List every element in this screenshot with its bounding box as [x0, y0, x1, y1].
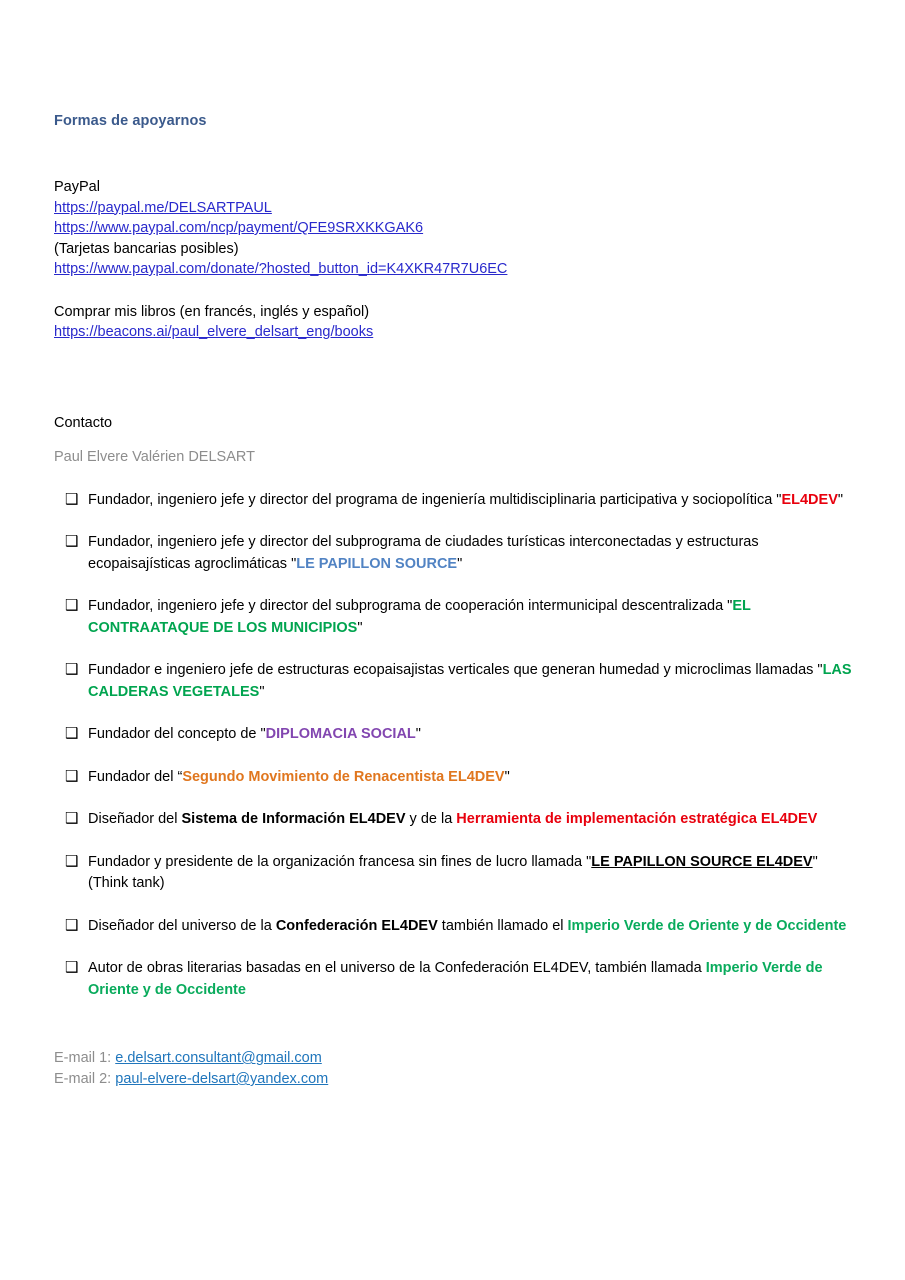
box-bullet-icon: ❑ — [65, 915, 79, 934]
page-title: Formas de apoyarnos — [54, 113, 207, 129]
list-item — [54, 596, 854, 639]
box-bullet-icon: ❑ — [65, 724, 79, 742]
list-item-text-run: EL CONTRAATAQUE DE LOS MUNICIPIOS — [88, 598, 751, 636]
list-item-text-run: Autor de obras literarias basadas en el universo de la Confederación EL4DEV, también llamada — [88, 960, 706, 976]
list-item-text-run: Fundador y presidente de la organización francesa sin fines de lucro llamada " — [88, 853, 592, 870]
list-item-text-run: " — [357, 619, 363, 636]
document-content — [54, 112, 854, 1090]
paypal-donate-link[interactable]: https://www.paypal.com/donate/?hosted_button_id=K4XKR47R7U6EC — [54, 261, 508, 277]
box-bullet-icon: ❑ — [65, 851, 79, 870]
list-item-text-run: Herramienta de implementación estratégica EL4DEV — [456, 811, 818, 827]
spacer — [54, 130, 854, 177]
email-link[interactable]: e.delsart.consultant@gmail.com — [115, 1050, 322, 1066]
paypal-section — [54, 177, 854, 280]
list-item-text-run: " — [504, 768, 510, 785]
email-label: E-mail 1: — [54, 1050, 116, 1066]
list-item-text-run: Fundador, ingeniero jefe y director del subprograma de ciudades turísticas interconectadas y estructuras ecopaisajísticas agroclimáticas " — [88, 534, 759, 572]
list-item — [54, 724, 854, 746]
list-item-text-run: Fundador, ingeniero jefe y director del programa de ingeniería multidisciplinaria participativa y sociopolítica " — [88, 491, 782, 508]
email-link[interactable]: paul-elvere-delsart@yandex.com — [115, 1071, 329, 1087]
paypal-me-link[interactable]: https://paypal.me/DELSARTPAUL — [54, 199, 272, 216]
list-item-text-run: Fundador del concepto de " — [88, 726, 266, 742]
spacer — [54, 280, 854, 302]
paypal-ncp-payment-link[interactable]: https://www.paypal.com/ncp/payment/QFE9SRXKKGAK6 — [54, 220, 424, 236]
paypal-label: PayPal — [54, 179, 100, 195]
box-bullet-icon: ❑ — [65, 596, 79, 614]
list-item-text-run: también llamado el — [437, 917, 568, 934]
list-item-text-run: Sistema de Información EL4DEV — [181, 811, 406, 827]
list-item — [54, 809, 854, 831]
spacer — [54, 1001, 854, 1048]
list-item-text-run: Imperio Verde de Oriente y de Occidente — [88, 960, 823, 998]
list-item — [54, 767, 854, 789]
list-item-text-run: " — [837, 491, 844, 508]
box-bullet-icon: ❑ — [65, 532, 79, 550]
spacer — [54, 343, 854, 413]
books-beacons-link[interactable]: https://beacons.ai/paul_elvere_delsart_eng/books — [54, 324, 374, 340]
spacer — [54, 468, 854, 490]
list-item — [54, 958, 854, 1001]
list-item-text-run: Fundador, ingeniero jefe y director del subprograma de cooperación intermunicipal descentralizada " — [88, 598, 733, 614]
list-item-text-run: LAS CALDERAS VEGETALES — [88, 662, 852, 700]
list-item — [54, 660, 854, 703]
list-item — [54, 916, 854, 938]
box-bullet-icon: ❑ — [65, 489, 79, 508]
email-label: E-mail 2: — [54, 1071, 116, 1087]
contact-name: Paul Elvere Valérien DELSART — [54, 449, 255, 465]
list-item-text-run: Diseñador del universo de la — [88, 917, 276, 934]
list-item — [54, 532, 854, 575]
list-item-text-run: " — [259, 683, 265, 700]
box-bullet-icon: ❑ — [65, 660, 79, 678]
box-bullet-icon: ❑ — [65, 809, 79, 827]
list-item-text-run: LE PAPILLON SOURCE — [296, 555, 458, 572]
list-item-text-run: EL4DEV — [781, 491, 838, 508]
list-item-text-run: " — [415, 726, 421, 742]
contact-label: Contacto — [54, 414, 113, 431]
list-item-text-run: DIPLOMACIA SOCIAL — [265, 726, 416, 742]
email-row — [54, 1048, 854, 1069]
list-item — [54, 852, 854, 895]
contact-section — [54, 413, 854, 468]
list-item-text-run: Fundador e ingeniero jefe de estructuras ecopaisajistas verticales que generan humedad y microclimas llamadas " — [88, 662, 823, 678]
list-item-text-run: LE PAPILLON SOURCE EL4DEV — [591, 853, 813, 870]
list-item-text-run: Diseñador del — [88, 811, 182, 827]
box-bullet-icon: ❑ — [65, 766, 79, 785]
spacer — [54, 433, 854, 447]
list-item-text-run: Imperio Verde de Oriente y de Occidente — [567, 917, 847, 934]
email-row — [54, 1069, 854, 1090]
books-label: Comprar mis libros (en francés, inglés y español) — [54, 303, 370, 320]
list-item-text-run: y de la — [405, 811, 457, 827]
list-item-text-run: Segundo Movimiento de Renacentista EL4DEV — [182, 768, 505, 785]
books-section — [54, 302, 854, 343]
list-item — [54, 490, 854, 512]
credentials-list — [54, 490, 854, 1002]
paypal-cards-note: (Tarjetas bancarias posibles) — [54, 240, 239, 257]
email-list — [54, 1048, 854, 1090]
box-bullet-icon: ❑ — [65, 958, 79, 976]
list-item-text-run: " — [457, 555, 463, 572]
list-item-text-run: Fundador del “ — [88, 768, 183, 785]
list-item-text-run: Confederación EL4DEV — [275, 917, 438, 934]
list-item-text-run: " (Think tank) — [88, 853, 818, 891]
